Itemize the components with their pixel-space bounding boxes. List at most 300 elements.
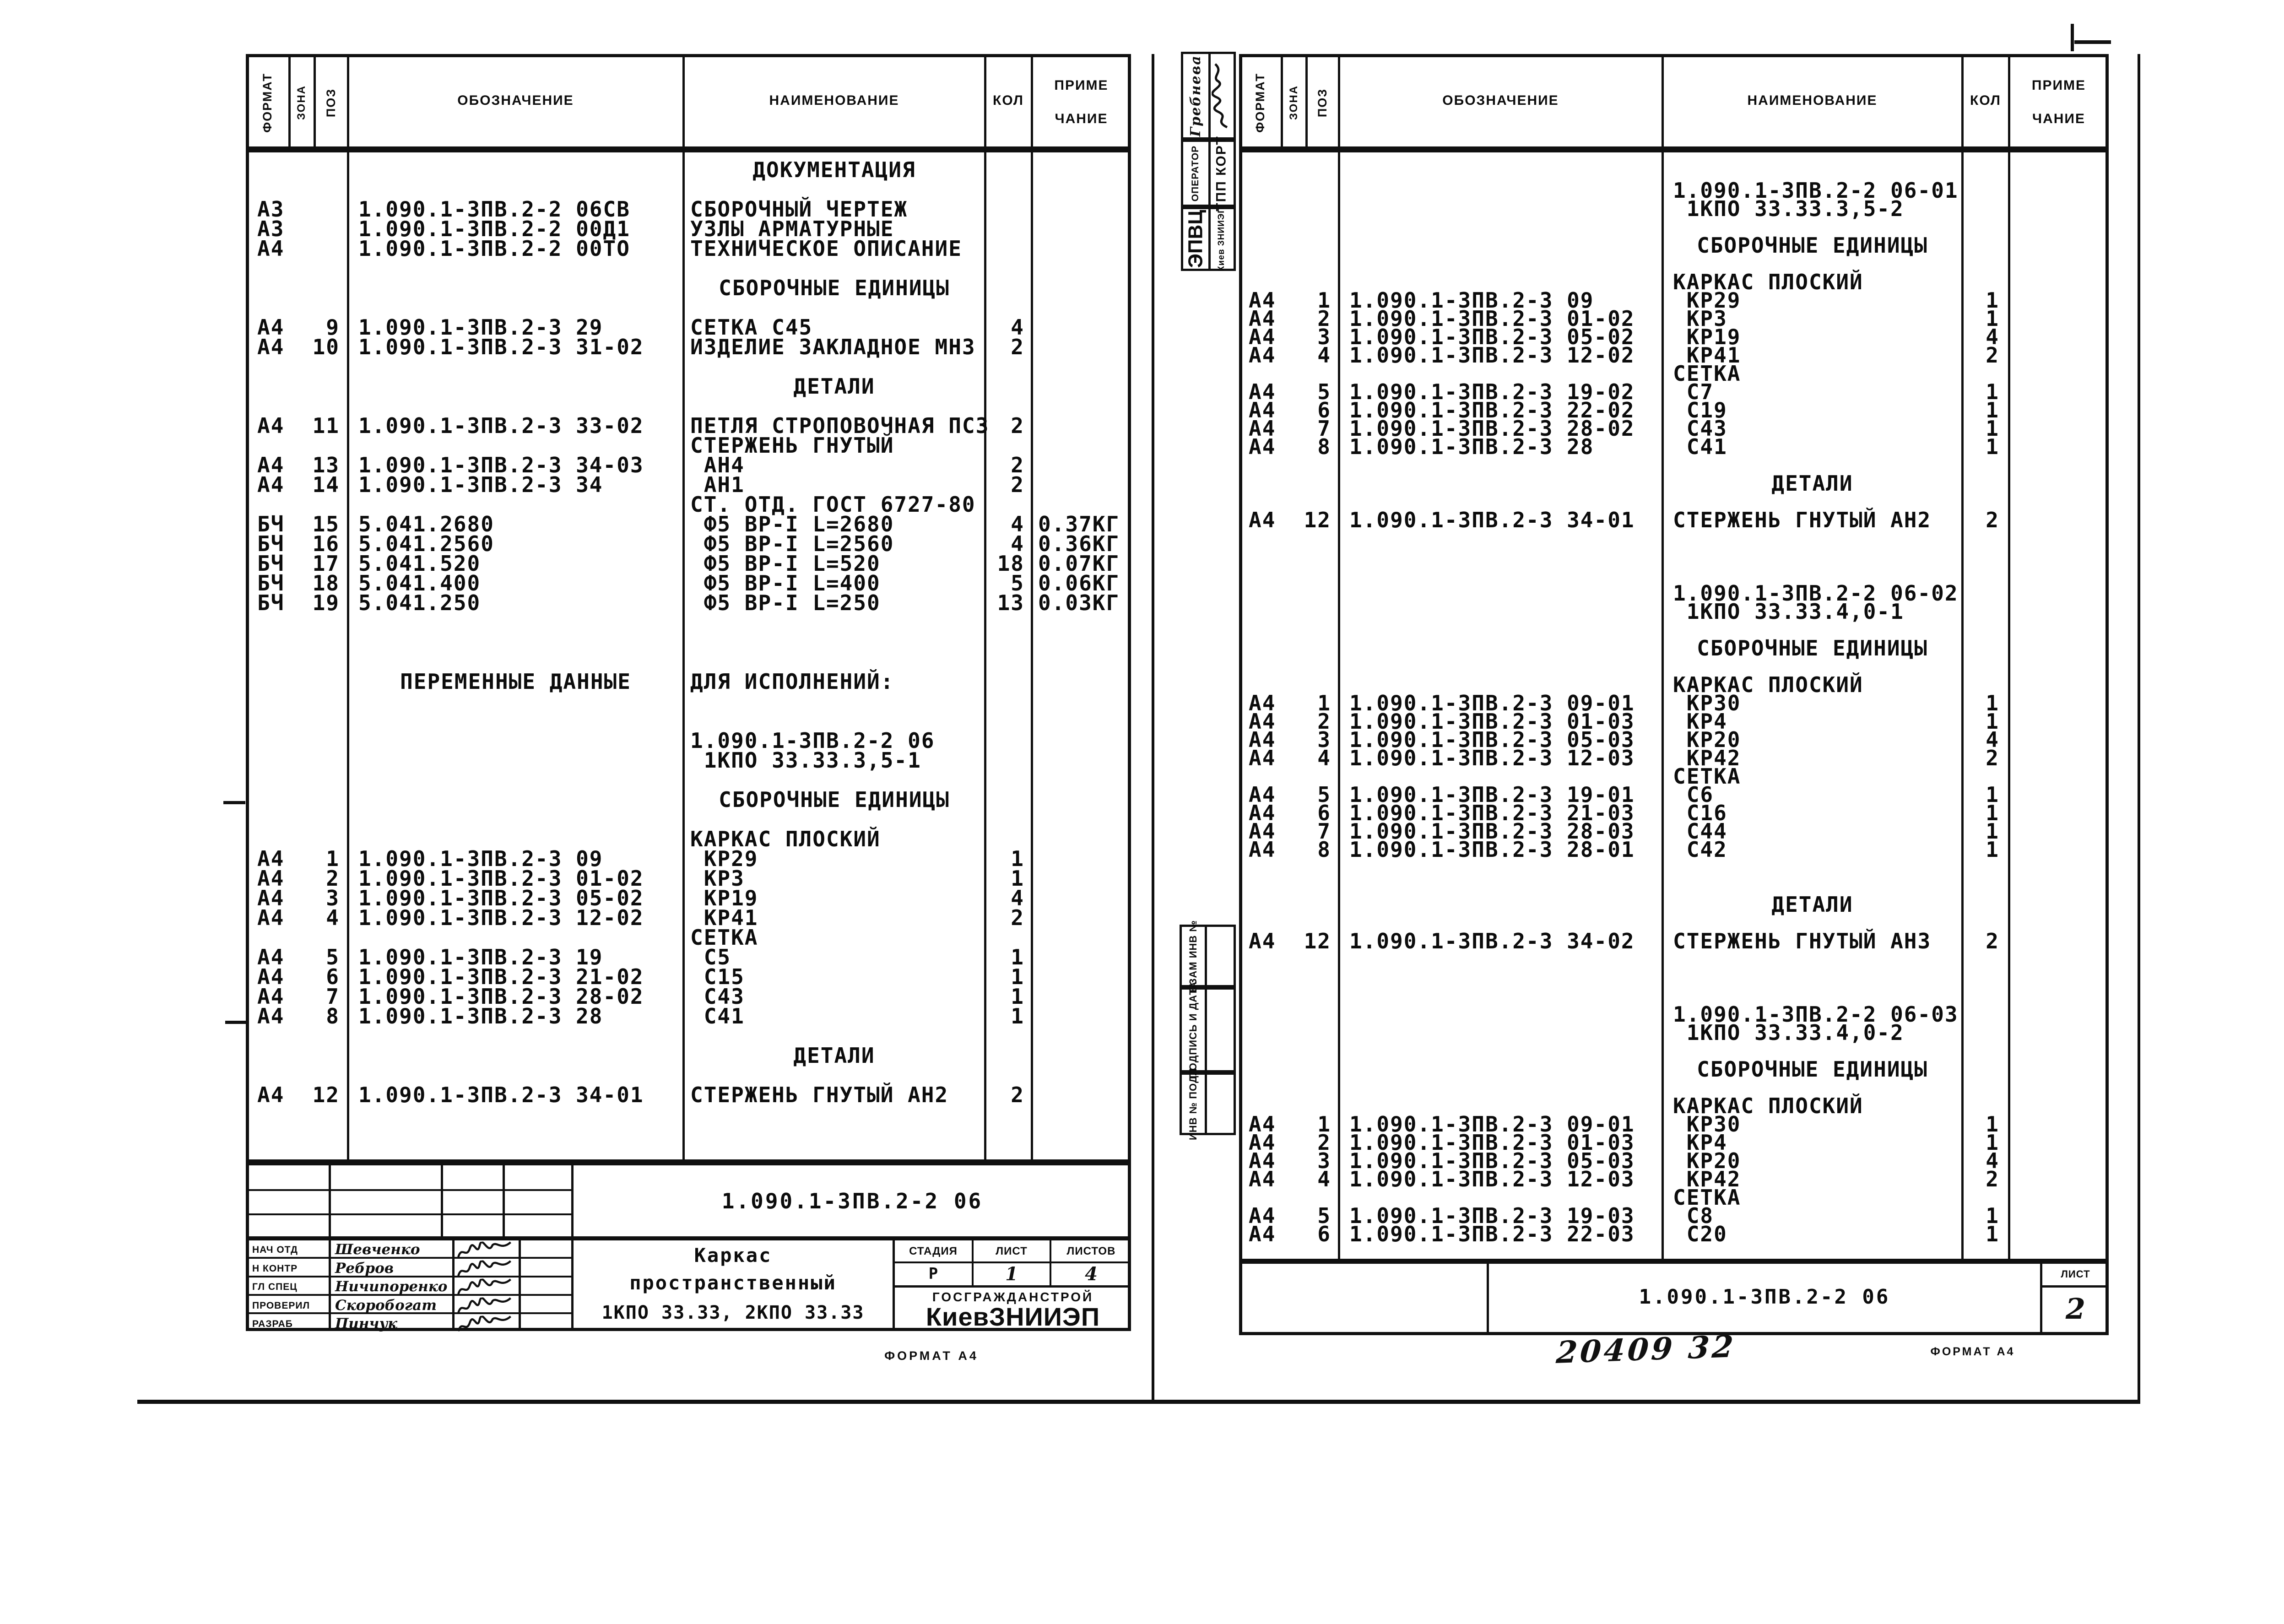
name-cell: КР20 [1673,1148,1741,1173]
qty-cell: 2 [1011,905,1024,930]
name-cell: 1КПО 33.33.3,5-1 [690,748,921,773]
table-row [0,343,2284,368]
designation-cell: 5.041.520 [358,551,481,576]
name-header-label: НАИМЕНОВАНИЕ [769,93,899,108]
qty-cell: 4 [1986,1148,1999,1173]
format-cell: А3 [257,217,285,241]
name-cell: КР4 [1673,709,1727,734]
name-cell: Ф5 ВР-I L=520 [690,551,881,576]
table-row [0,1002,2284,1027]
designation-cell: 1.090.1-3ПВ.2-3 29 [358,315,603,340]
table-row [0,471,2284,496]
format-cell: А4 [1249,1167,1276,1191]
name-cell: Ф5 ВР-I L=250 [690,590,881,615]
name-cell: КР41 [690,905,758,930]
format-cell: А4 [257,1004,285,1029]
table-row [0,252,2284,271]
format-cell: А4 [257,905,285,930]
pos-cell: 2 [1317,306,1331,331]
designation-cell: 1.090.1-3ПВ.2-3 21-03 [1349,801,1635,825]
format-cell: БЧ [257,551,285,576]
table-row [0,599,2284,624]
sheets-value: 4 [1085,1263,1098,1285]
vzam-inv-label: ВЗАМ ИНВ № [1187,920,1199,992]
qty-header-label: КОЛ [1970,93,2001,108]
pos-cell: 12 [1304,929,1331,953]
pos-cell: 3 [1317,325,1331,349]
qty-cell: 1 [1011,945,1024,969]
table-row [0,545,2284,564]
format-cell: А4 [1249,398,1276,422]
designation-cell: 1.090.1-3ПВ.2-3 34-02 [1349,929,1635,953]
qty-cell: 1 [1011,964,1024,989]
designation-cell: 1.090.1-3ПВ.2-3 19-03 [1349,1203,1635,1228]
table-row [0,1148,2284,1173]
staff-name: Пинчук [335,1315,398,1332]
table-row [0,398,2284,422]
name-cell: 1.090.1-3ПВ.2-2 06 [690,728,935,753]
right-sheet-number: 2 [2065,1292,2086,1326]
pos-cell: 11 [312,413,340,438]
name-cell: СТЕРЖЕНЬ ГНУТЫЙ АН3 [1673,929,1932,953]
name-cell: С15 [690,964,745,989]
table-row [0,618,2284,638]
format-cell: А4 [257,453,285,477]
name-cell: С6 [1673,782,1714,807]
format-cell: А4 [1249,1148,1276,1173]
name-cell: С44 [1673,819,1727,844]
designation-cell: 1.090.1-3ПВ.2-3 12-02 [1349,343,1635,368]
subject-line-1: Каркас [694,1244,772,1267]
pos-cell: 4 [1317,1167,1331,1191]
format-cell: А4 [1249,929,1276,953]
table-row [0,1039,2284,1059]
staff-row [246,1259,574,1278]
format-cell: А4 [257,1083,285,1107]
pos-cell: 12 [312,1083,340,1107]
pos-cell: 12 [1304,508,1331,532]
designation-cell: 1.090.1-3ПВ.2-3 34-01 [1349,508,1635,532]
format-cell: А4 [1249,727,1276,752]
qty-cell: 1 [1986,306,1999,331]
pos-cell: 5 [1317,782,1331,807]
table-row [0,691,2284,715]
name-cell: С42 [1673,837,1727,862]
table-row [0,157,2284,182]
format-cell: А4 [1249,379,1276,404]
name-cell: С43 [1673,416,1727,441]
pos-cell: 1 [1317,691,1331,715]
corner-tick-mark [2074,40,2111,44]
org-name-2: КиевЗНИИЭП [926,1302,1100,1331]
name-cell: С7 [1673,379,1714,404]
format-cell: А4 [1249,508,1276,532]
section-heading: СБОРОЧНЫЕ ЕДИНИЦЫ [1697,1057,1928,1082]
name-cell: СЕТКА [1673,1185,1741,1210]
pos-cell: 1 [1317,1112,1331,1137]
name-cell: КАРКАС ПЛОСКИЙ [1673,1093,1863,1118]
format-cell: А4 [257,413,285,438]
qty-cell: 1 [1986,1222,1999,1246]
name-cell: КР20 [1673,727,1741,752]
qty-cell: 1 [1986,398,1999,422]
handwritten-inventory-number: 20409 32 [1555,1328,1737,1370]
staff-role: ГЛ СПЕЦ [252,1282,298,1292]
name-cell: СЕТКА С45 [690,315,813,340]
designation-header-label: ОБОЗНАЧЕНИЕ [457,93,574,108]
pos-cell: 5 [326,945,340,969]
designation-cell: 1.090.1-3ПВ.2-3 33-02 [358,413,644,438]
pos-cell: 18 [312,571,340,595]
qty-cell: 13 [997,590,1024,615]
name-cell: С41 [690,1004,745,1029]
designation-cell: 1.090.1-3ПВ.2-3 21-02 [358,964,644,989]
qty-cell: 1 [1986,1112,1999,1137]
tpp-kort-label: ТПП КОРТ [1214,135,1229,211]
qty-header-label: КОЛ [993,93,1024,108]
designation-cell: 1.090.1-3ПВ.2-3 31-02 [358,335,644,359]
name-cell: КАРКАС ПЛОСКИЙ [1673,270,1863,294]
left-format-a4-label: ФОРМАТ А4 [884,1348,979,1363]
sidebar-box-operator-name [1181,52,1236,140]
pos-cell: 15 [312,512,340,536]
name-cell: КР30 [1673,1112,1741,1137]
sheet-label: ЛИСТ [996,1245,1028,1257]
format-cell: А4 [1249,1203,1276,1228]
format-cell: А4 [257,472,285,497]
table-row [0,379,2284,404]
note-header-label-1: ПРИМЕ [1054,78,1109,93]
format-cell: А4 [1249,801,1276,825]
name-cell: СТЕРЖЕНЬ ГНУТЫЙ [690,433,894,458]
kiev-zniiep-small-label: Киев ЗНИИЭП [1217,206,1227,271]
qty-cell: 2 [1986,746,1999,770]
table-row [0,508,2284,532]
name-cell: АН1 [690,472,745,497]
qty-cell: 1 [1986,691,1999,715]
pos-header-label: ПОЗ [324,88,338,117]
format-cell: А4 [1249,1222,1276,1246]
designation-cell: 1.090.1-3ПВ.2-3 34-03 [358,453,644,477]
designation-cell: 1.090.1-3ПВ.2-3 01-03 [1349,709,1635,734]
name-cell: АН4 [690,453,745,477]
name-cell: 1.090.1-3ПВ.2-2 06-01 [1673,178,1959,203]
note-cell: 0.36КГ [1038,531,1120,556]
designation-cell: 1.090.1-3ПВ.2-3 12-02 [358,905,644,930]
pos-cell: 3 [326,886,340,910]
pos-cell: 6 [1317,801,1331,825]
format-cell: А4 [1249,306,1276,331]
qty-cell: 1 [1986,1130,1999,1155]
pos-cell: 19 [312,590,340,615]
staff-row [246,1278,574,1296]
pos-cell: 1 [326,846,340,871]
designation-cell: 1.090.1-3ПВ.2-3 28-02 [358,984,644,1009]
designation-cell: 1.090.1-3ПВ.2-3 01-03 [1349,1130,1635,1155]
pos-cell: 6 [1317,398,1331,422]
right-format-column-header [1239,54,1282,151]
left-format-column-header [246,54,289,151]
table-row [0,801,2284,825]
right-zone-column-header [1282,54,1306,151]
pos-cell: 17 [312,551,340,576]
note-cell: 0.07КГ [1038,551,1120,576]
format-cell: А4 [1249,343,1276,368]
name-cell: КР29 [690,846,758,871]
section-heading: ДЕТАЛИ [793,374,875,399]
table-row [0,490,2284,509]
name-cell: СЕТКА [690,925,758,950]
format-cell: А4 [257,335,285,359]
pos-cell: 4 [326,905,340,930]
sidebar-handwritten-name: Гребнева [1188,54,1204,137]
staff-role: Н КОНТР [252,1263,298,1274]
pos-cell: 1 [1317,288,1331,313]
table-row [0,1130,2284,1155]
name-cell: СБОРОЧНЫЙ ЧЕРТЕЖ [690,197,908,222]
org-name-1: ГОСГРАЖДАНСТРОЙ [932,1290,1094,1304]
table-row [0,1203,2284,1228]
name-cell: С20 [1673,1222,1727,1246]
table-row [0,1020,2284,1045]
qty-cell: 1 [1986,782,1999,807]
format-cell: А4 [1249,746,1276,770]
pos-cell: 8 [1317,837,1331,862]
format-cell: А4 [1249,325,1276,349]
table-row [0,178,2284,203]
section-heading: СБОРОЧНЫЕ ЕДИНИЦЫ [1697,233,1928,258]
name-cell: С41 [1673,434,1727,459]
qty-cell: 1 [1011,846,1024,871]
designation-cell: 1.090.1-3ПВ.2-3 19 [358,945,603,969]
qty-cell: 1 [1011,866,1024,891]
right-format-a4-label: ФОРМАТ А4 [1930,1345,2015,1358]
left-header-rule [246,146,1131,152]
table-row [0,233,2284,258]
pos-cell: 6 [326,964,340,989]
table-row [0,746,2284,770]
designation-cell: 1.090.1-3ПВ.2-3 28 [358,1004,603,1029]
format-cell: А4 [1249,819,1276,844]
operator-label: ОПЕРАТОР [1190,145,1201,201]
table-row [0,1222,2284,1246]
pos-cell: 9 [326,315,340,340]
table-row [0,764,2284,789]
designation-cell: 1.090.1-3ПВ.2-3 12-03 [1349,746,1635,770]
name-cell: СТЕРЖЕНЬ ГНУТЫЙ АН2 [690,1083,949,1107]
format-cell: А4 [1249,288,1276,313]
designation-cell: 1.090.1-3ПВ.2-3 28-03 [1349,819,1635,844]
designation-cell: 5.041.250 [358,590,481,615]
table-row [0,1057,2284,1082]
pos-cell: 7 [1317,819,1331,844]
designation-cell: 1.090.1-3ПВ.2-3 09-01 [1349,1112,1635,1137]
staff-name: Шевченко [335,1241,420,1258]
qty-cell: 2 [1986,508,1999,532]
format-cell: А4 [1249,782,1276,807]
left-doc-number: 1.090.1-3ПВ.2-2 06 [721,1188,983,1213]
pos-cell: 2 [326,866,340,891]
section-heading: ДЕТАЛИ [1771,471,1853,496]
qty-cell: 1 [1011,1004,1024,1029]
designation-cell: 5.041.2560 [358,531,494,556]
table-row [0,413,2284,441]
table-row [0,196,2284,221]
table-row [0,361,2284,386]
qty-cell: 1 [1986,837,1999,862]
staff-name: Ребров [335,1260,394,1277]
designation-cell: 1.090.1-3ПВ.2-3 09-01 [1349,691,1635,715]
format-cell: А4 [1249,1130,1276,1155]
sheet-value: 1 [1005,1263,1018,1285]
name-cell: УЗЛЫ АРМАТУРНЫЕ [690,217,894,241]
designation-cell: 1.090.1-3ПВ.2-3 05-03 [1349,1148,1635,1173]
left-pos-column-header [314,54,348,151]
name-cell: КР30 [1673,691,1741,715]
designation-cell: 1.090.1-3ПВ.2-3 05-03 [1349,727,1635,752]
designation-cell: 1.090.1-3ПВ.2-2 00Д1 [358,217,630,241]
name-cell: СЕТКА [1673,361,1741,386]
qty-cell: 4 [1011,512,1024,536]
staff-row [246,1240,574,1259]
format-cell: А3 [257,197,285,222]
table-row [0,925,2284,953]
name-cell: КР41 [1673,343,1741,368]
subject-line-3: 1КПО 33.33, 2КПО 33.33 [601,1302,865,1323]
staff-role: ПРОВЕРИЛ [252,1300,310,1311]
format-cell: БЧ [257,571,285,595]
format-cell: А4 [1249,837,1276,862]
right-pos-column-header [1306,54,1339,151]
name-cell: 1КПО 33.33.4,0-2 [1673,1020,1904,1045]
designation-cell: 1.090.1-3ПВ.2-2 00ТО [358,236,630,261]
qty-cell: 4 [1011,531,1024,556]
qty-cell: 1 [1986,416,1999,441]
staff-row [246,1315,574,1333]
name-cell: КР3 [1673,306,1727,331]
qty-cell: 18 [997,551,1024,576]
section-heading: ДЕТАЛИ [793,1043,875,1068]
designation-cell: 1.090.1-3ПВ.2-3 01-02 [358,866,644,891]
name-cell: С43 [690,984,745,1009]
format-cell: БЧ [257,512,285,536]
format-cell: А4 [1249,434,1276,459]
table-row [0,782,2284,807]
designation-cell: 1.090.1-3ПВ.2-3 12-03 [1349,1167,1635,1191]
section-heading: СБОРОЧНЫЕ ЕДИНИЦЫ [719,276,950,300]
name-cell: КР29 [1673,288,1741,313]
name-cell: С19 [1673,398,1727,422]
pos-cell: 8 [326,1004,340,1029]
name-cell: КАРКАС ПЛОСКИЙ [1673,672,1863,697]
name-cell: 1.090.1-3ПВ.2-2 06-02 [1673,581,1959,606]
right-titleblock-top-rule [1239,1259,2109,1264]
section-heading: СБОРОЧНЫЕ ЕДИНИЦЫ [1697,636,1928,660]
table-row [0,709,2284,734]
sheets-label: ЛИСТОВ [1066,1245,1116,1257]
designation-cell: 1.090.1-3ПВ.2-3 28-02 [1349,416,1635,441]
format-cell: А4 [257,846,285,871]
qty-cell: 1 [1986,1203,1999,1228]
name-cell: КР4 [1673,1130,1727,1155]
right-doc-number: 1.090.1-3ПВ.2-2 06 [1639,1285,1890,1309]
designation-cell: 1.090.1-3ПВ.2-3 22-02 [1349,398,1635,422]
note-cell: 0.37КГ [1038,512,1120,536]
designation-cell: 5.041.2680 [358,512,494,536]
name-cell: КР19 [690,886,758,910]
name-cell: КР42 [1673,746,1741,770]
format-header-label: ФОРМАТ [1253,72,1267,133]
table-row [0,1093,2284,1118]
table-row [0,669,2284,697]
pos-cell: 13 [312,453,340,477]
format-cell: А4 [1249,1112,1276,1137]
qty-cell: 2 [1986,929,1999,953]
qty-cell: 2 [1011,413,1024,438]
name-cell: СТЕРЖЕНЬ ГНУТЫЙ АН2 [1673,508,1932,532]
corner-tick-mark [2071,24,2074,51]
qty-cell: 1 [1986,709,1999,734]
section-heading: ДЕТАЛИ [1771,892,1853,917]
name-header-label: НАИМЕНОВАНИЕ [1747,93,1878,108]
stage-value: Р [928,1265,938,1283]
designation-cell: 1.090.1-3ПВ.2-3 34 [358,472,603,497]
qty-cell: 1 [1986,434,1999,459]
note-cell: 0.06КГ [1038,571,1120,595]
table-row [0,947,2284,967]
section-heading: ДОКУМЕНТАЦИЯ [752,157,916,182]
name-cell: ДЛЯ ИСПОЛНЕНИЙ: [690,669,894,694]
qty-cell: 1 [1011,984,1024,1009]
pos-cell: 5 [1317,1203,1331,1228]
table-row [0,636,2284,660]
table-row [0,892,2284,917]
table-row [0,1112,2284,1137]
note-header-label-1: ПРИМЕ [2031,78,2086,93]
format-cell: БЧ [257,531,285,556]
name-cell: СТ. ОТД. ГОСТ 6727-80 [690,492,976,517]
staff-row [246,1296,574,1315]
name-cell: ТЕХНИЧЕСКОЕ ОПИСАНИЕ [690,236,962,261]
designation-cell: 5.041.400 [358,571,481,595]
name-cell: КР19 [1673,325,1741,349]
table-row [0,1167,2284,1191]
table-row [0,984,2284,1004]
qty-cell: 4 [1986,325,1999,349]
designation-cell: 1.090.1-3ПВ.2-3 28-01 [1349,837,1635,862]
pos-cell: 2 [1317,709,1331,734]
qty-cell: 5 [1011,571,1024,595]
table-row [0,1076,2284,1095]
table-row [0,433,2284,459]
qty-cell: 2 [1986,343,1999,368]
scan-bottom-line [137,1400,2140,1404]
format-cell: А4 [257,866,285,891]
designation-cell: 1.090.1-3ПВ.2-3 28 [1349,434,1594,459]
name-cell: Ф5 ВР-I L=2560 [690,531,894,556]
epvc-label: ЭПВЦ [1184,210,1207,268]
pos-cell: 3 [1317,1148,1331,1173]
table-row [0,526,2284,546]
format-cell: А4 [257,945,285,969]
table-row [0,655,2284,674]
name-cell: Ф5 ВР-I L=2680 [690,512,894,536]
zone-header-label: ЗОНА [295,85,308,120]
zone-header-label: ЗОНА [1288,85,1300,120]
table-row [0,563,2284,583]
qty-cell: 1 [1986,288,1999,313]
designation-cell: 1.090.1-3ПВ.2-3 05-02 [358,886,644,910]
